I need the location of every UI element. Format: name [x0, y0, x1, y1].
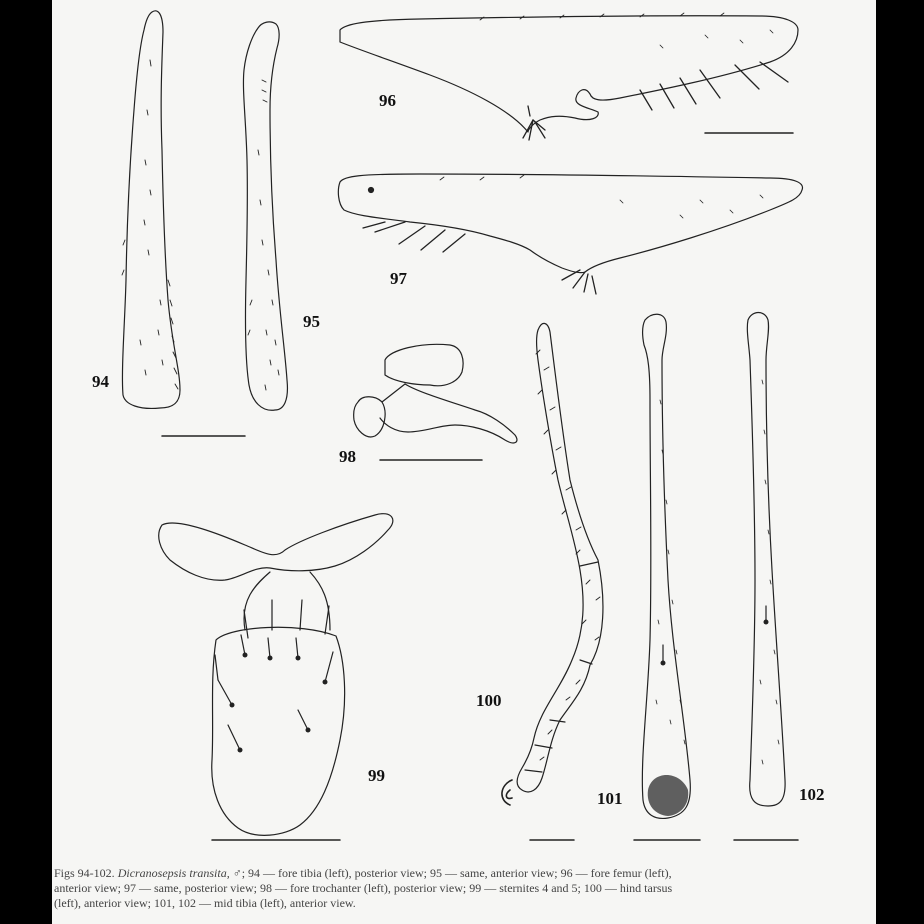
- caption-species-name: Dicranosepsis transita,: [117, 866, 230, 880]
- hind-tarsus-drawing: [502, 323, 603, 840]
- figure-label-96: 96: [379, 91, 396, 110]
- figure-label-99: 99: [368, 766, 385, 785]
- mid-tibia-2-drawing: [734, 313, 798, 841]
- fore-trochanter-drawing: [354, 344, 517, 460]
- fore-tibia-anterior-drawing: [243, 22, 287, 410]
- caption-prefix: Figs 94-102.: [54, 866, 115, 880]
- figure-label-94: 94: [92, 372, 109, 391]
- fore-femur-posterior-drawing: [338, 174, 802, 294]
- figure-label-97: 97: [390, 269, 407, 288]
- caption-line-1-rest: ♂; 94 — fore tibia (left), posterior view; 95 — same, anterior view; 96 — fore femur (left),: [232, 866, 672, 880]
- fore-tibia-posterior-drawing: [122, 11, 245, 436]
- line-drawings: [52, 0, 876, 870]
- figure-label-101: 101: [597, 789, 623, 808]
- figure-label-95: 95: [303, 312, 320, 331]
- figure-label-100: 100: [476, 691, 502, 710]
- caption-line-2: anterior view; 97 — same, posterior view; 98 — fore trochanter (left), posterior view; 99 — sternites 4 and 5; 100 — hind tarsus: [54, 881, 673, 895]
- fore-femur-anterior-drawing: [340, 13, 798, 140]
- figure-label-102: 102: [799, 785, 825, 804]
- figure-caption: [54, 866, 854, 911]
- mid-tibia-1-drawing: [634, 314, 700, 840]
- figure-label-98: 98: [339, 447, 356, 466]
- sternites-drawing: [159, 514, 393, 840]
- caption-line-3: (left), anterior view; 101, 102 — mid tibia (left), anterior view.: [54, 896, 356, 910]
- caption-line-1: [54, 866, 854, 881]
- figure-plate: [52, 0, 876, 924]
